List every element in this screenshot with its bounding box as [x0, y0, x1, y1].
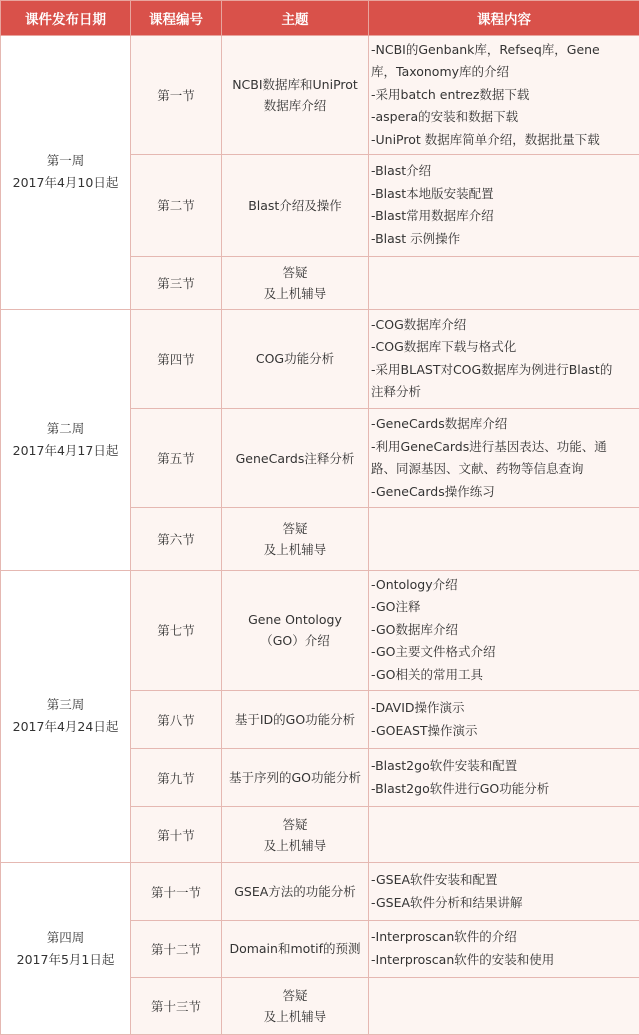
content-line: -Blast2go软件安装和配置 — [371, 758, 518, 774]
lesson-number: 第二节 — [131, 155, 222, 256]
week-cell — [1, 570, 131, 863]
lesson-content — [369, 309, 639, 408]
content-line: -COG数据库下载与格式化 — [371, 339, 517, 355]
week-date: 2017年4月17日起 — [12, 442, 119, 458]
lesson-number: 第六节 — [131, 508, 222, 570]
lesson-content — [369, 807, 639, 863]
lesson-number: 第十节 — [131, 807, 222, 863]
content-line: -aspera的安装和数据下载 — [371, 109, 519, 125]
lesson-content — [369, 508, 639, 570]
content-line: -GO注释 — [371, 599, 421, 615]
header-lesson-number: 课程编号 — [131, 1, 222, 36]
lesson-number: 第一节 — [131, 36, 222, 155]
content-line: -Interproscan软件的介绍 — [371, 929, 517, 945]
lesson-topic — [222, 256, 369, 309]
content-line: 注释分析 — [371, 384, 422, 400]
lesson-topic — [222, 570, 369, 690]
topic-line: 及上机辅导 — [263, 837, 327, 853]
lesson-content — [369, 863, 639, 920]
topic-line: GeneCards注释分析 — [235, 450, 355, 466]
lesson-topic — [222, 863, 369, 920]
lesson-topic — [222, 690, 369, 748]
lesson-content — [369, 749, 639, 807]
topic-line: Blast介绍及操作 — [248, 197, 342, 213]
content-line: -GO相关的常用工具 — [371, 666, 483, 682]
week-cell — [1, 863, 131, 1035]
topic-line: 基于序列的GO功能分析 — [228, 770, 362, 786]
content-line: -Interproscan软件的安装和使用 — [371, 951, 555, 967]
content-line: -GSEA软件安装和配置 — [371, 872, 498, 887]
topic-line: 答疑 — [282, 816, 308, 832]
topic-line: 及上机辅导 — [263, 1008, 327, 1024]
content-line: 路、同源基因、文献、药物等信息查询 — [371, 461, 584, 477]
lesson-topic — [222, 155, 369, 256]
week-name: 第三周 — [46, 697, 85, 713]
lesson-content — [369, 570, 639, 690]
header-release-date: 课件发布日期 — [1, 1, 131, 36]
content-line: -利用GeneCards进行基因表达、功能、通 — [371, 438, 607, 454]
week-date: 2017年5月1日起 — [16, 951, 115, 967]
topic-line: 答疑 — [282, 264, 308, 280]
content-line: -NCBI的Genbank库，Refseq库，Gene — [371, 41, 600, 57]
lesson-content — [369, 409, 639, 508]
lesson-number: 第十一节 — [131, 863, 222, 920]
week-name: 第二周 — [46, 420, 85, 436]
week-date: 2017年4月10日起 — [12, 175, 119, 191]
topic-line: 数据库介绍 — [263, 98, 327, 114]
lesson-topic — [222, 508, 369, 570]
lesson-number: 第七节 — [131, 570, 222, 690]
table-row — [1, 863, 639, 920]
header-topic: 主题 — [222, 1, 369, 36]
topic-line: 基于ID的GO功能分析 — [234, 712, 356, 727]
lesson-topic — [222, 977, 369, 1034]
table-header — [1, 1, 639, 36]
lesson-number: 第九节 — [131, 749, 222, 807]
week-name: 第一周 — [46, 153, 85, 169]
content-line: -GO主要文件格式介绍 — [371, 644, 496, 660]
topic-line: （GO）介绍 — [260, 633, 330, 649]
lesson-content — [369, 690, 639, 748]
content-line: -Blast本地版安装配置 — [371, 185, 494, 201]
content-line: -采用batch entrez数据下载 — [371, 86, 530, 102]
week-name: 第四周 — [46, 929, 85, 945]
lesson-topic — [222, 749, 369, 807]
content-line: -GO数据库介绍 — [371, 621, 458, 637]
lesson-number: 第十三节 — [131, 977, 222, 1034]
topic-line: GSEA方法的功能分析 — [234, 884, 356, 899]
lesson-number: 第三节 — [131, 256, 222, 309]
content-line: 库，Taxonomy库的介绍 — [371, 64, 510, 80]
content-line: -Blast常用数据库介绍 — [371, 208, 494, 224]
topic-line: COG功能分析 — [255, 351, 335, 367]
lesson-number: 第五节 — [131, 409, 222, 508]
week-cell — [1, 36, 131, 310]
topic-line: Domain和motif的预测 — [229, 941, 361, 957]
topic-line: Gene Ontology — [248, 612, 342, 628]
lesson-content — [369, 977, 639, 1034]
lesson-topic — [222, 807, 369, 863]
lesson-topic — [222, 409, 369, 508]
content-line: -COG数据库介绍 — [371, 316, 467, 332]
topic-line: 答疑 — [282, 520, 308, 536]
lesson-topic — [222, 36, 369, 155]
lesson-number: 第八节 — [131, 690, 222, 748]
lesson-topic — [222, 309, 369, 408]
week-cell — [1, 309, 131, 570]
lesson-topic — [222, 920, 369, 977]
table-row — [1, 570, 639, 690]
content-line: -GSEA软件分析和结果讲解 — [371, 894, 523, 910]
table-row — [1, 309, 639, 408]
header-content: 课程内容 — [369, 1, 639, 36]
content-line: -GeneCards数据库介绍 — [371, 416, 508, 432]
content-line: -Blast 示例操作 — [371, 230, 461, 246]
table-row — [1, 36, 639, 155]
content-line: -DAVID操作演示 — [371, 700, 465, 715]
content-line: -Blast2go软件进行GO功能分析 — [371, 780, 550, 796]
lesson-content — [369, 920, 639, 977]
topic-line: 答疑 — [282, 987, 308, 1003]
lesson-content — [369, 155, 639, 256]
content-line: -GeneCards操作练习 — [371, 483, 495, 499]
lesson-content — [369, 256, 639, 309]
content-line: -Ontology介绍 — [371, 576, 458, 592]
content-line: -UniProt 数据库简单介绍，数据批量下载 — [371, 131, 600, 147]
topic-line: 及上机辅导 — [263, 285, 327, 301]
topic-line: NCBI数据库和UniProt — [232, 77, 358, 93]
lesson-number: 第十二节 — [131, 920, 222, 977]
lesson-number: 第四节 — [131, 309, 222, 408]
content-line: -GOEAST操作演示 — [371, 722, 478, 738]
header-row — [1, 1, 639, 36]
table-body — [1, 36, 639, 1035]
content-line: -Blast介绍 — [371, 163, 432, 179]
topic-line: 及上机辅导 — [263, 541, 327, 557]
content-line: -采用BLAST对COG数据库为例进行Blast的 — [371, 361, 613, 377]
week-date: 2017年4月24日起 — [12, 719, 119, 735]
lesson-content — [369, 36, 639, 155]
